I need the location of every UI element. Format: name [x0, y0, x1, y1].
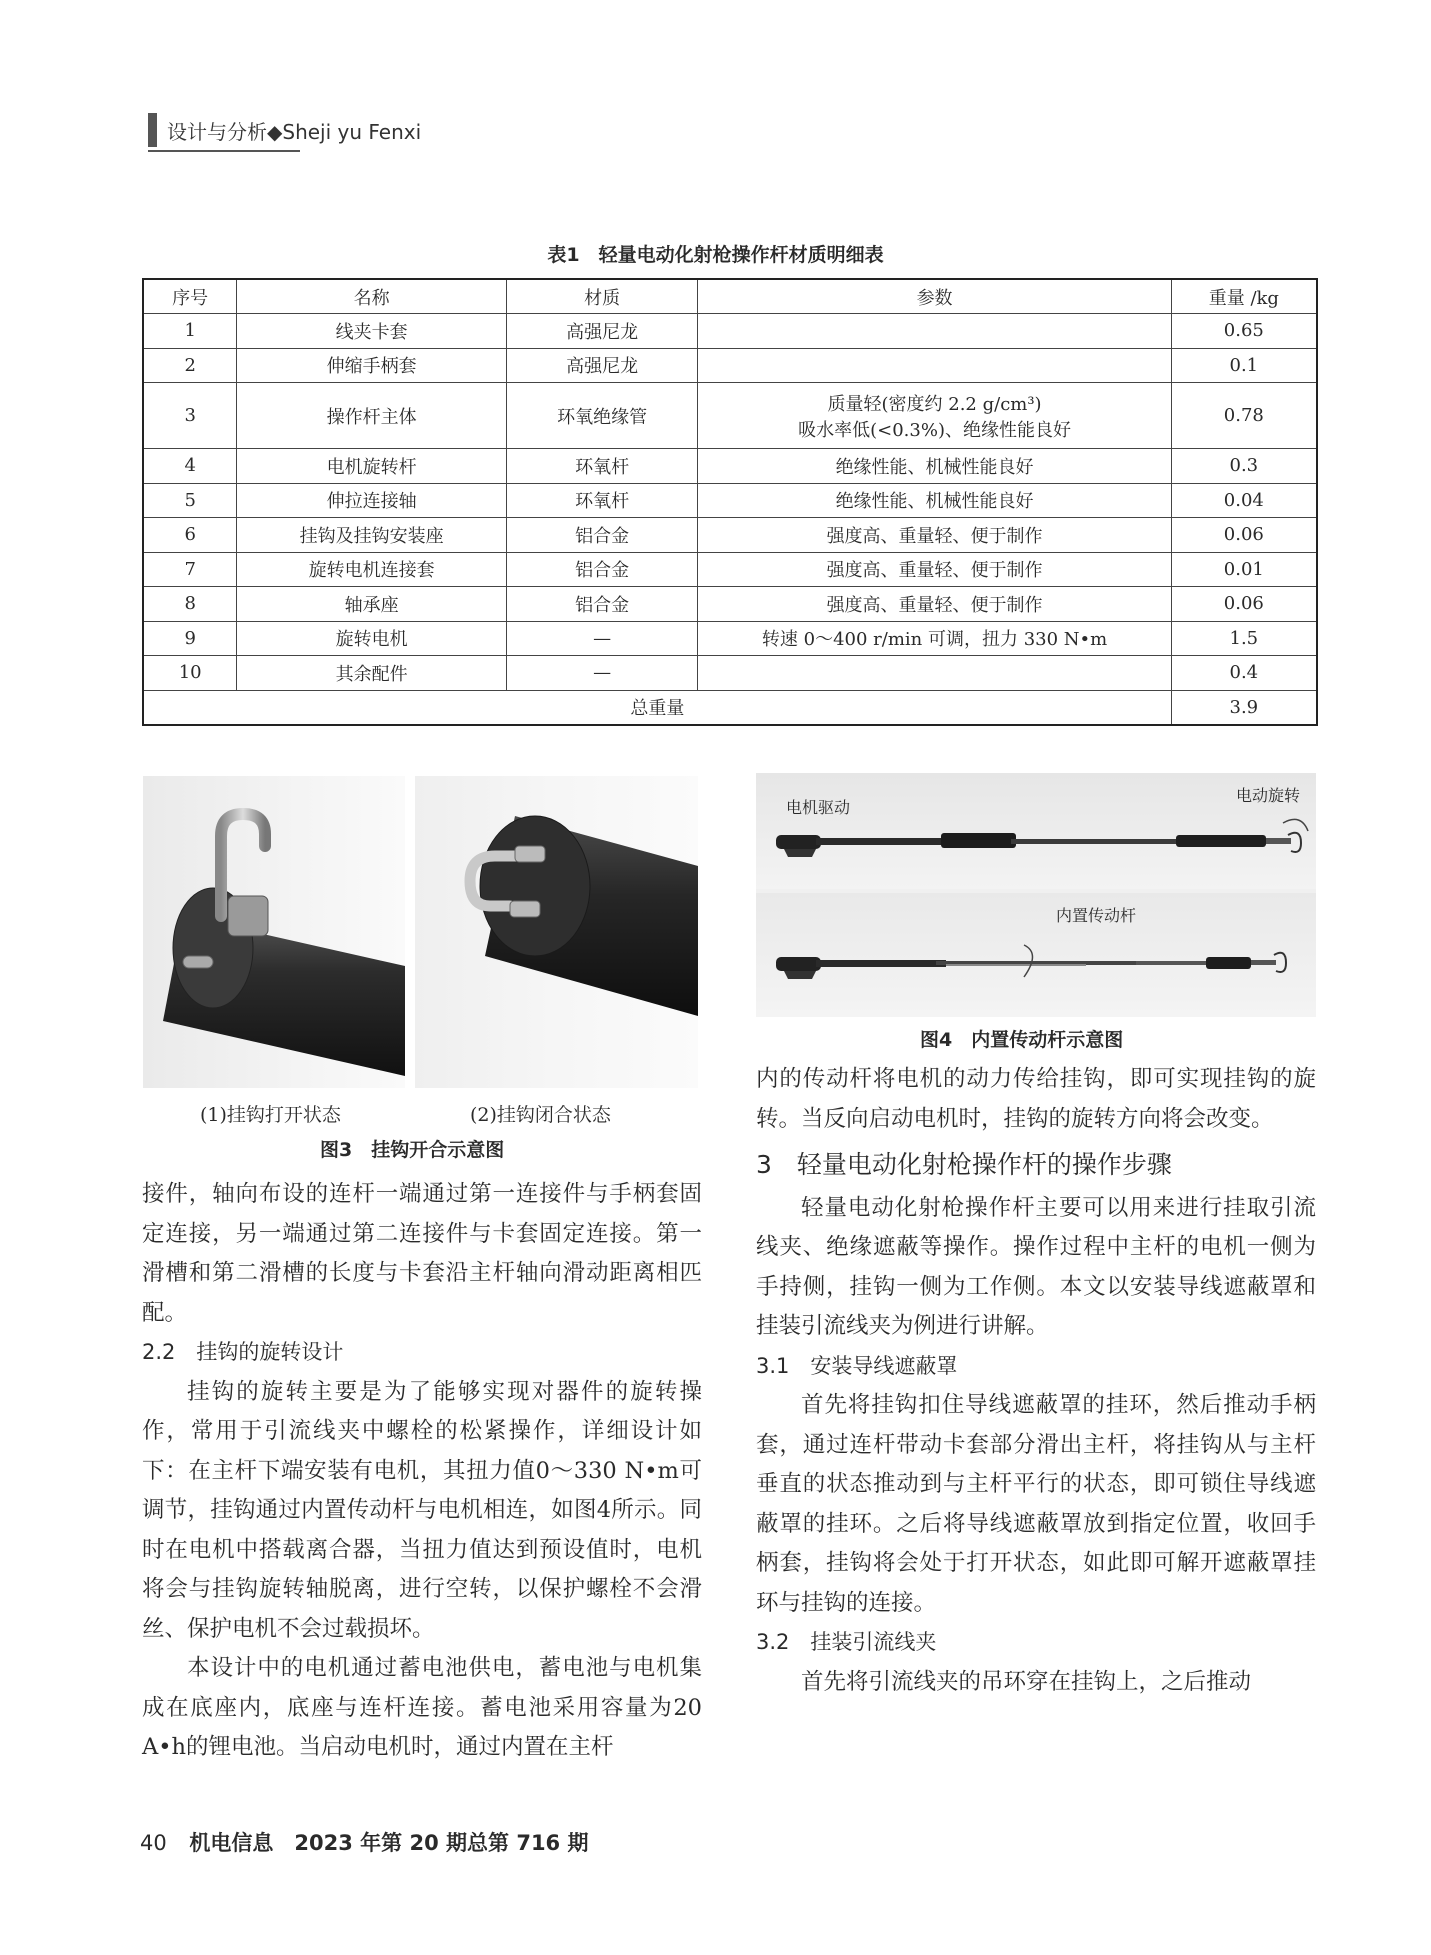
cell: 强度高、重量轻、便于制作	[698, 552, 1171, 587]
cell-multiline	[698, 383, 1171, 449]
hook-open-image	[143, 776, 405, 1088]
fig4-caption: 图4 内置传动杆示意图	[920, 1029, 1124, 1051]
paragraph: 内的传动杆将电机的动力传给挂钩，即可实现挂钩的旋转。当反向启动电机时，挂钩的旋转方向将会改变。	[756, 1066, 1316, 1132]
cell: 7	[143, 552, 237, 587]
table-row	[143, 552, 1317, 587]
cell: —	[506, 621, 698, 656]
cell: 铝合金	[506, 518, 698, 553]
paragraph: 首先将挂钩扣住导线遮蔽罩的挂环，然后推动手柄套，通过连杆带动卡套部分滑出主杆，将挂钩从与主杆垂直的状态推动到与主杆平行的状态，即可锁住导线遮蔽罩的挂环。之后将导线遮蔽罩放到指定位置，收回手柄套，挂钩将会处于打开状态，如此即可解开遮蔽罩挂环与挂钩的连接。	[756, 1392, 1316, 1616]
label-internal-rod: 内置传动杆	[1056, 906, 1137, 925]
paragraph: 挂钩的旋转主要是为了能够实现对器件的旋转操作，常用于引流线夹中螺栓的松紧操作，详细设计如下：在主杆下端安装有电机，其扭力值0～330 N•m可调节，挂钩通过内置传动杆与电机相连，如图4所示。同时在电机中搭载离合器，当扭力值达到预设值时，电机将会与挂钩旋转轴脱离，进行空转，以保护螺栓不会滑丝、保护电机不会过载损坏。	[142, 1378, 702, 1642]
section-heading-3-2: 3.2 挂装引流线夹	[756, 1630, 937, 1654]
cell: —	[506, 656, 698, 691]
cell: 9	[143, 621, 237, 656]
col-header: 参数	[698, 279, 1171, 314]
material-table	[142, 278, 1318, 726]
cell: 强度高、重量轻、便于制作	[698, 587, 1171, 622]
drive-rod-panel-top	[756, 773, 1316, 889]
table-total-row	[143, 690, 1317, 725]
total-value: 3.9	[1171, 690, 1317, 725]
cell: 电机旋转杆	[237, 449, 506, 484]
total-label: 总重量	[143, 690, 1171, 725]
cell: 0.06	[1171, 518, 1317, 553]
cell: 2	[143, 348, 237, 383]
page-number: 40	[140, 1831, 167, 1855]
header-text: 设计与分析◆Sheji yu Fenxi	[167, 119, 422, 144]
hook-closed-image	[415, 776, 698, 1088]
cell: 高强尼龙	[506, 314, 698, 349]
table-header-row	[143, 279, 1317, 314]
paragraph: 轻量电动化射枪操作杆主要可以用来进行挂取引流线夹、绝缘遮蔽等操作。操作过程中主杆的电机一侧为手持侧，挂钩一侧为工作侧。本文以安装导线遮蔽罩和挂装引流线夹为例进行讲解。	[756, 1194, 1316, 1339]
cell: 其余配件	[237, 656, 506, 691]
left-column	[142, 1175, 702, 1768]
drive-rod-panel-bottom	[756, 893, 1316, 1017]
cell: 环氧杆	[506, 483, 698, 518]
cell	[698, 314, 1171, 349]
table-row	[143, 621, 1317, 656]
fig3-subcaption-open: (1)挂钩打开状态	[200, 1104, 341, 1126]
cell: 3	[143, 383, 237, 449]
drive-rod-figure	[756, 773, 1316, 1017]
cell: 铝合金	[506, 552, 698, 587]
paragraph: 接件，轴向布设的连杆一端通过第一连接件与手柄套固定连接，另一端通过第二连接件与卡套固定连接。第一滑槽和第二滑槽的长度与卡套沿主杆轴向滑动距离相匹配。	[142, 1181, 702, 1326]
cell: 6	[143, 518, 237, 553]
page-footer	[140, 1827, 588, 1857]
cell: 环氧杆	[506, 449, 698, 484]
cell: 1.5	[1171, 621, 1317, 656]
cell: 0.1	[1171, 348, 1317, 383]
right-column	[756, 1060, 1316, 1702]
fig3-caption: 图3 挂钩开合示意图	[320, 1139, 505, 1161]
col-header: 材质	[506, 279, 698, 314]
paragraph: 本设计中的电机通过蓄电池供电，蓄电池与电机集成在底座内，底座与连杆连接。蓄电池采用容量为20 A•h的锂电池。当启动电机时，通过内置在主杆	[142, 1655, 702, 1760]
table-row	[143, 348, 1317, 383]
cell	[698, 656, 1171, 691]
cell: 转速 0～400 r/min 可调，扭力 330 N•m	[698, 621, 1171, 656]
table-row	[143, 483, 1317, 518]
cell: 挂钩及挂钩安装座	[237, 518, 506, 553]
cell: 高强尼龙	[506, 348, 698, 383]
cell: 4	[143, 449, 237, 484]
col-header: 重量 /kg	[1171, 279, 1317, 314]
cell: 0.06	[1171, 587, 1317, 622]
cell: 0.65	[1171, 314, 1317, 349]
cell: 铝合金	[506, 587, 698, 622]
cell: 绝缘性能、机械性能良好	[698, 483, 1171, 518]
cell: 伸拉连接轴	[237, 483, 506, 518]
table-caption: 表1 轻量电动化射枪操作杆材质明细表	[547, 244, 884, 266]
journal-info: 机电信息 2023 年第 20 期总第 716 期	[189, 1831, 589, 1855]
cell: 旋转电机	[237, 621, 506, 656]
cell	[698, 348, 1171, 383]
table-row	[143, 383, 1317, 449]
col-header: 名称	[237, 279, 506, 314]
cell: 操作杆主体	[237, 383, 506, 449]
cell: 伸缩手柄套	[237, 348, 506, 383]
paragraph: 首先将引流线夹的吊环穿在挂钩上，之后推动	[801, 1668, 1252, 1695]
cell: 10	[143, 656, 237, 691]
header-bar	[148, 113, 157, 147]
cell-line: 质量轻(密度约 2.2 g/cm³)	[827, 393, 1042, 415]
label-electric-rotate: 电动旋转	[1236, 786, 1301, 805]
cell-line: 吸水率低(<0.3%)、绝缘性能良好	[798, 419, 1071, 441]
label-motor-drive: 电机驱动	[786, 798, 851, 817]
cell: 8	[143, 587, 237, 622]
cell: 强度高、重量轻、便于制作	[698, 518, 1171, 553]
cell: 0.3	[1171, 449, 1317, 484]
fig3-subcaption-closed: (2)挂钩闭合状态	[470, 1104, 611, 1126]
cell: 线夹卡套	[237, 314, 506, 349]
cell: 0.78	[1171, 383, 1317, 449]
table-row	[143, 656, 1317, 691]
cell: 0.4	[1171, 656, 1317, 691]
cell: 5	[143, 483, 237, 518]
table-row	[143, 587, 1317, 622]
cell: 1	[143, 314, 237, 349]
cell: 旋转电机连接套	[237, 552, 506, 587]
section-heading-3-1: 3.1 安装导线遮蔽罩	[756, 1353, 958, 1378]
section-heading-3: 3 轻量电动化射枪操作杆的操作步骤	[756, 1150, 1172, 1179]
cell: 0.04	[1171, 483, 1317, 518]
section-heading-2-2: 2.2 挂钩的旋转设计	[142, 1340, 344, 1364]
cell: 0.01	[1171, 552, 1317, 587]
col-header: 序号	[143, 279, 237, 314]
header-underline	[148, 150, 300, 152]
running-header	[148, 112, 421, 148]
cell: 环氧绝缘管	[506, 383, 698, 449]
table-row	[143, 449, 1317, 484]
cell: 轴承座	[237, 587, 506, 622]
table-row	[143, 314, 1317, 349]
table-row	[143, 518, 1317, 553]
cell: 绝缘性能、机械性能良好	[698, 449, 1171, 484]
